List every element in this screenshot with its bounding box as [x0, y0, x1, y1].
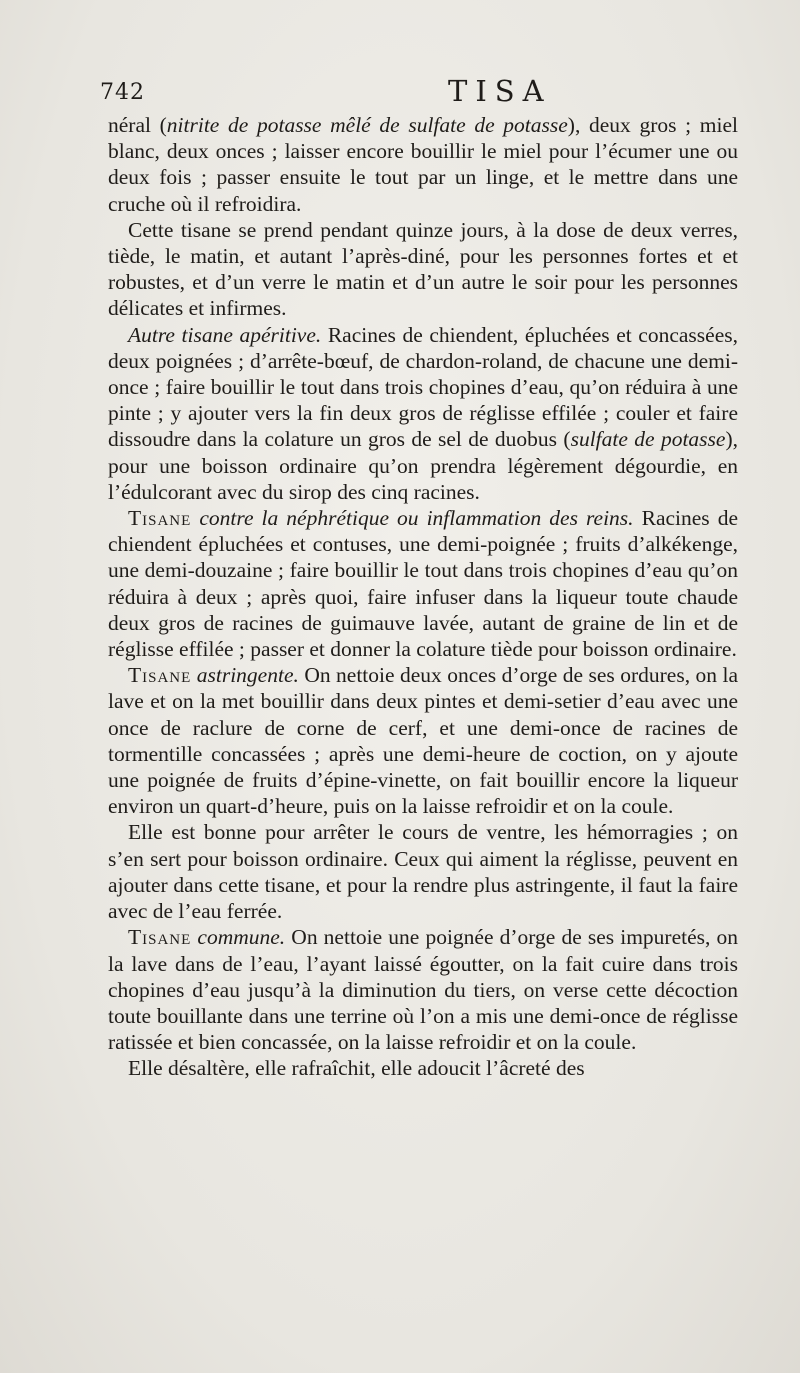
italic-run: nitrite de potasse mêlé de sulfate de potasse [166, 113, 568, 137]
text-run: On nettoie deux onces d’orge de ses ordures, on la lave et on la met bouillir dans deux pintes et demi-setier d’eau avec une once de raclure de corne de cerf, et une demi-once de racines de tormentille concassées ; après une demi-heure de coction, on y ajoute une poignée de fruits d’épine-vinette, on fait bouillir encore la liqueur environ un quart-d’heure, puis on la laisse refroidir et on la coule. [108, 663, 738, 819]
text-run: Racines de chiendent, épluchées et concassées, deux poignées ; d’arrête-bœuf, de chardon-roland, de chacune une demi-once ; faire bouillir le tout dans trois chopines d’eau, qu’on réduira à une pinte ; y ajouter vers la fin deux gros de réglisse effilée ; couler et faire dissoudre dans la colature un gros de sel de duobus ( [108, 322, 738, 452]
text-run: ), deux gros ; miel blanc, deux onces ; laisser encore bouillir le miel pour l’écumer une ou deux fois ; passer ensuite le tout par un linge, et le mettre dans une cruche où il refroidira. [108, 113, 738, 216]
entry-title: astringente. [191, 663, 299, 688]
paragraph-astringente-usage [108, 819, 738, 924]
entry-lead: Tisane [128, 663, 192, 688]
paragraph-tisane-astringente [108, 662, 738, 819]
paragraph-tisane-nephretique [108, 505, 738, 662]
page-number: 742 [100, 80, 145, 105]
paragraph-tisane-aperitive [108, 322, 738, 505]
text-run: On nettoie une poignée d’orge de ses impuretés, on la lave dans de l’eau, l’ayant laissé égoutter, on la fait cuire dans trois chopines d’eau jusqu’à la diminution du tiers, on verse cette décoction toute bouillante dans une terrine où l’on a mis une demi-once de réglisse ratissée et bien concassée, on la laisse refroidir et on la coule. [108, 925, 738, 1055]
text-run: Cette tisane se prend pendant quinze jours, à la dose de deux verres, tiède, le matin, et autant l’après-diné, pour les personnes fortes et et robustes, et d’un verre le matin et d’un autre le soir pour les personnes délicates et infirmes. [108, 217, 738, 321]
running-head: TISA [448, 74, 552, 108]
text-run: Elle désaltère, elle rafraîchit, elle adoucit l’âcreté des [128, 1056, 585, 1081]
body-text [108, 112, 738, 1082]
text-run: Elle est bonne pour arrêter le cours de ventre, les hémorragies ; on s’en sert pour boisson ordinaire. Ceux qui aiment la réglisse, peuvent en ajouter dans cette tisane, et pour la rendre plus astringente, il faut la faire avec de l’eau ferrée. [108, 820, 738, 924]
entry-lead: Tisane [128, 506, 192, 531]
paragraph-commune-usage [108, 1055, 738, 1081]
text-run: Racines de chiendent épluchées et contuses, une demi-poignée ; fruits d’alkékenge, une demi-douzaine ; faire bouillir le tout dans trois chopines d’eau qu’on réduira à deux ; après quoi, faire infuser dans la liqueur toute chaude deux gros de racines de guimauve lavée, autant de graine de lin et de réglisse effilée ; passer et donner la colature tiède pour boisson ordinaire. [108, 506, 738, 662]
text-run: néral ( [108, 113, 167, 137]
entry-lead: Tisane [128, 925, 192, 950]
text-run: ), pour une boisson ordinaire qu’on prendra légèrement dégourdie, en l’édulcorant avec du sirop des cinq racines. [108, 427, 739, 504]
italic-run: sulfate de potasse [570, 427, 726, 452]
paragraph-continuation [108, 112, 738, 217]
paragraph-dosage [108, 217, 738, 322]
entry-title: Autre tisane apéritive. [128, 322, 322, 347]
entry-title: commune. [191, 925, 286, 950]
entry-title: contre la néphrétique ou inflammation des reins. [191, 506, 634, 531]
paragraph-tisane-commune [108, 924, 738, 1055]
page-header [100, 74, 740, 114]
